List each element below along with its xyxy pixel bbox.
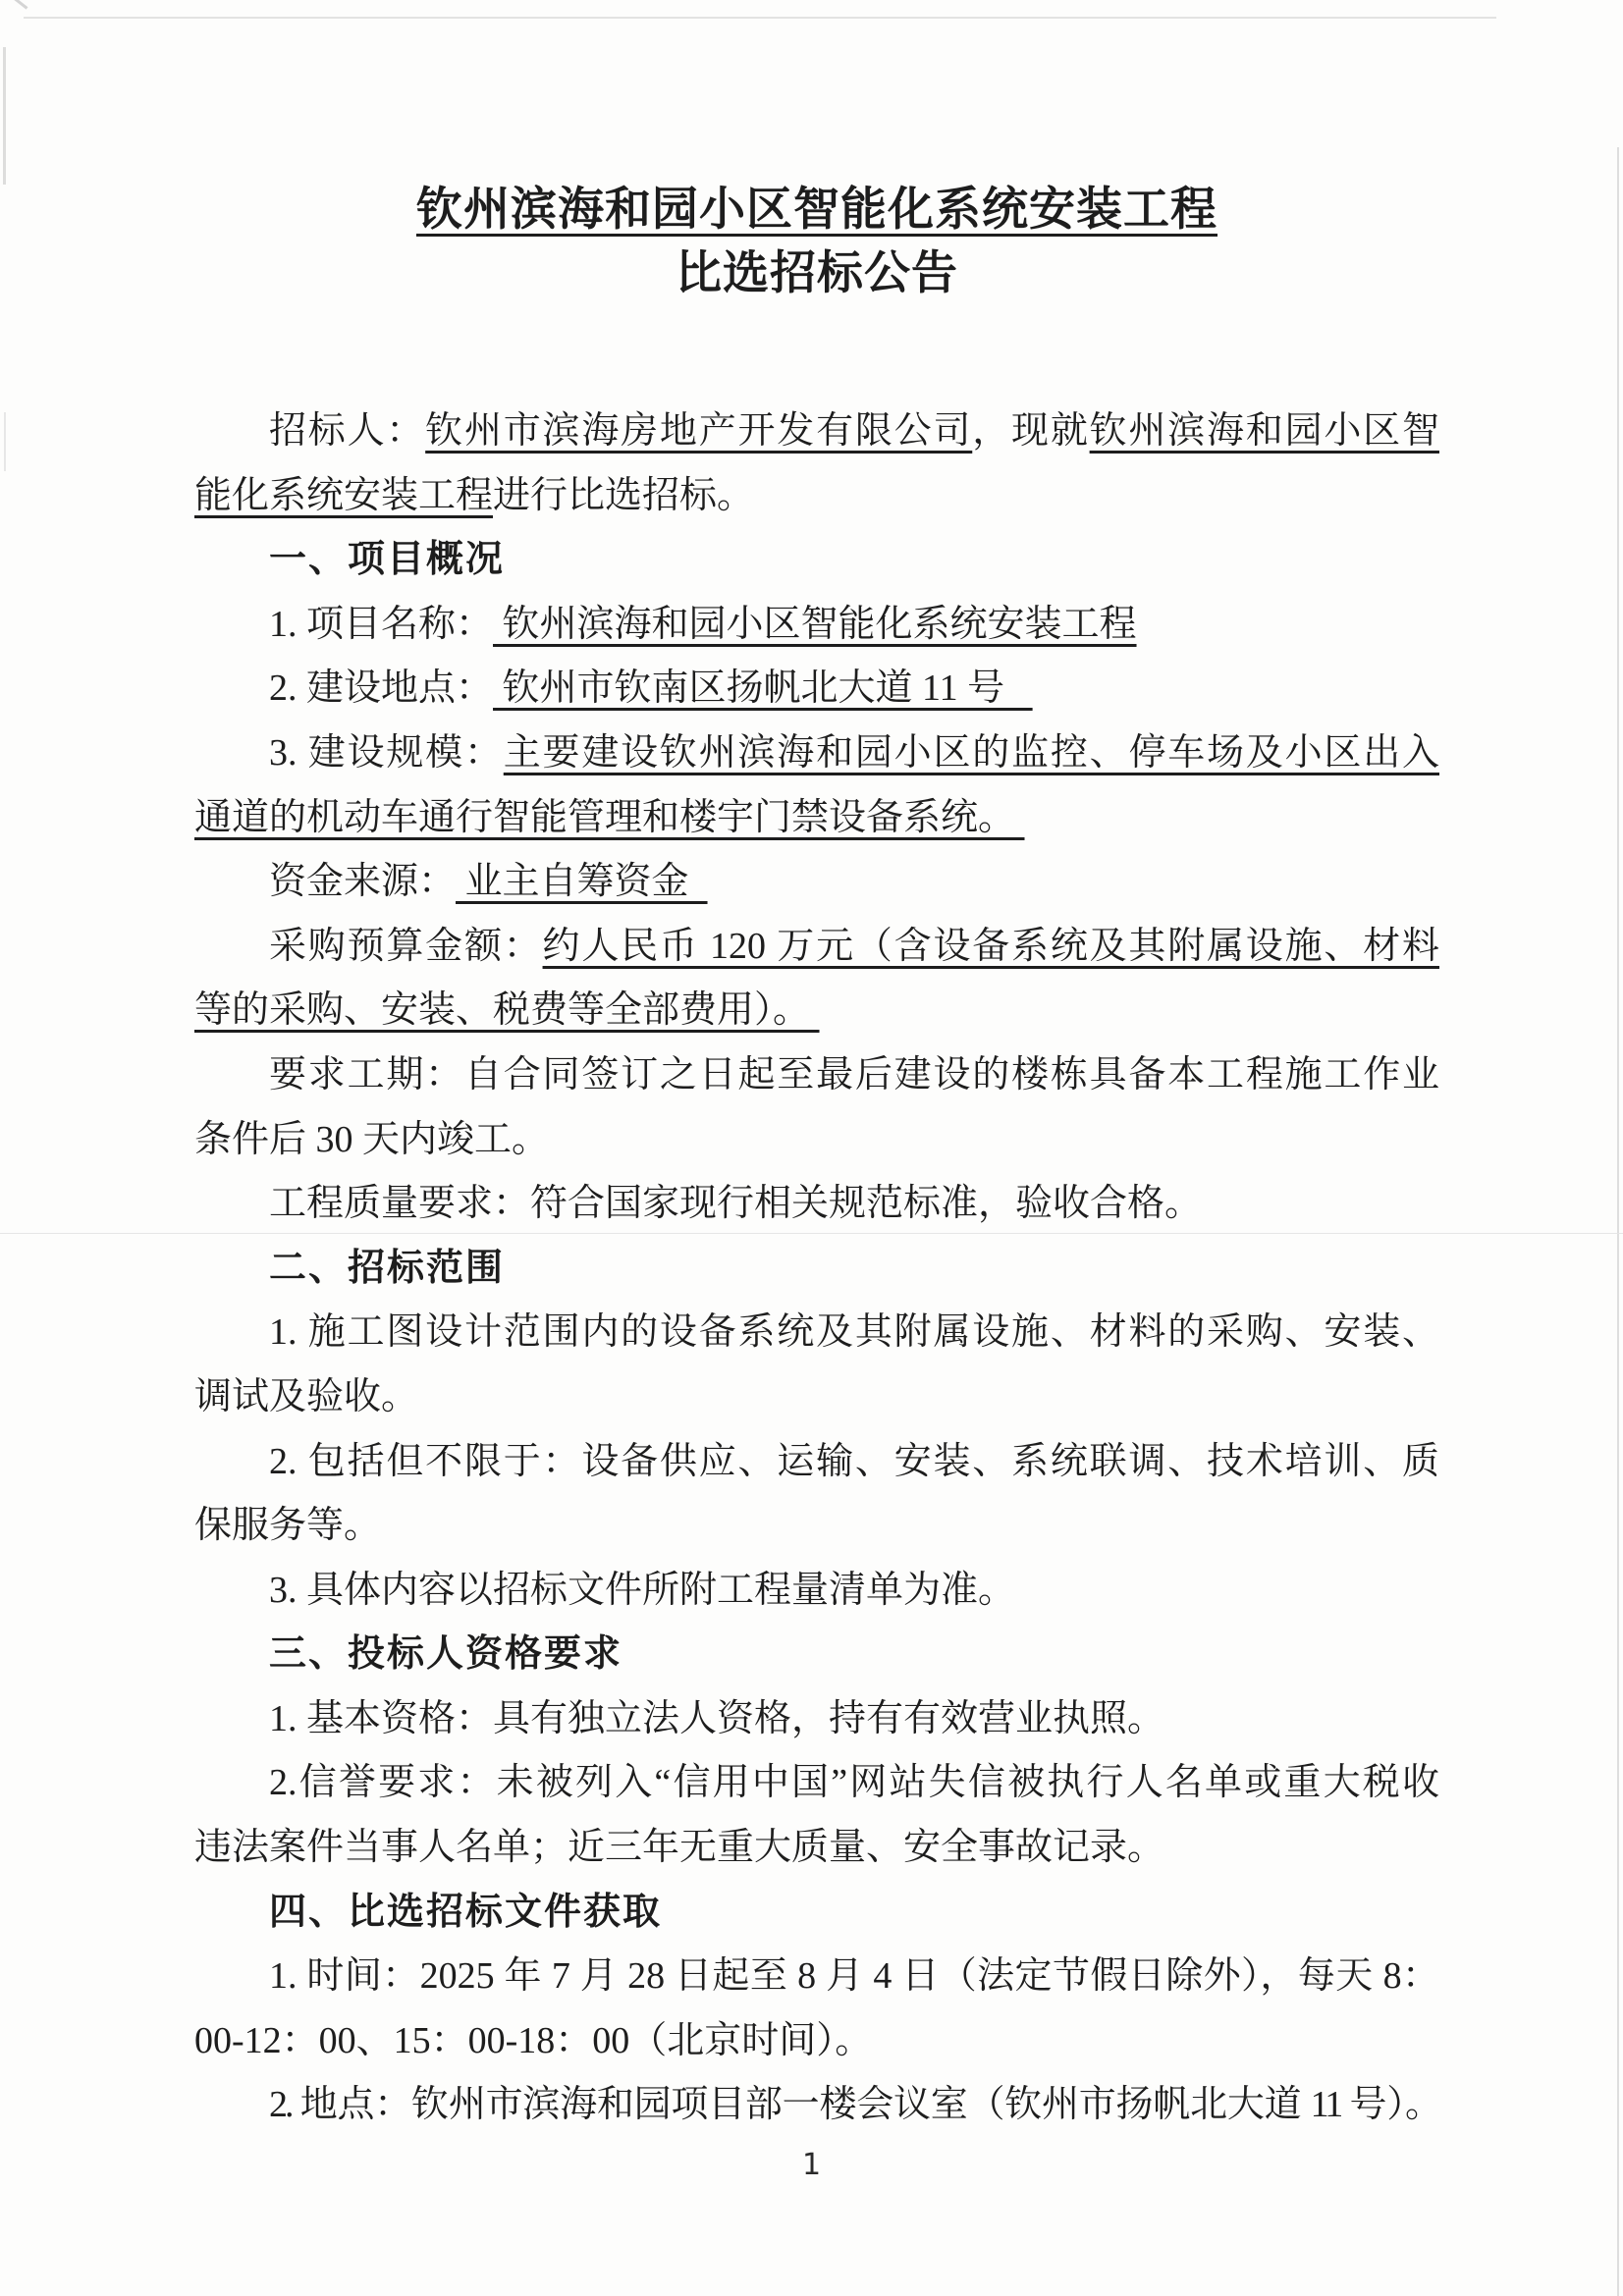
text-segment: 调试及验收。	[194, 1375, 419, 1417]
document-title-block	[194, 179, 1439, 306]
text-line	[194, 593, 1439, 658]
text-segment: 1. 时间：2025 年 7 月 28 日起至 8 月 4 日（法定节假日除外），每天 8：	[269, 1955, 1439, 1998]
document-body	[194, 400, 1439, 2138]
text-line	[194, 721, 1439, 786]
text-line	[194, 786, 1439, 851]
underlined-text: 钦州滨海和园小区智能化系统安装工程	[493, 603, 1137, 645]
text-segment: 工程质量要求：符合国家现行相关规范标准，验收合格。	[269, 1183, 1203, 1225]
text-line	[194, 979, 1439, 1043]
section-heading	[194, 528, 1439, 593]
text-line	[194, 1043, 1439, 1108]
text-line	[194, 1816, 1439, 1881]
underlined-text: 钦州市钦南区扬帆北大道 11 号	[493, 667, 1033, 710]
text-segment: 2. 包括但不限于：设备供应、运输、安装、系统联调、技术培训、质	[269, 1440, 1439, 1482]
text-line	[194, 1172, 1439, 1237]
text-line	[194, 2009, 1439, 2074]
text-segment: 违法案件当事人名单；近三年无重大质量、安全事故记录。	[194, 1827, 1165, 1869]
text-segment: 条件后 30 天内竣工。	[194, 1118, 550, 1160]
text-line	[194, 1430, 1439, 1495]
section-heading	[194, 1237, 1439, 1302]
section-heading	[194, 1881, 1439, 1946]
text-line	[194, 850, 1439, 915]
text-segment: 2. 建设地点：	[269, 667, 494, 710]
text-segment: ，现就	[972, 410, 1090, 452]
text-segment: 二、招标范围	[269, 1247, 506, 1289]
underlined-text: 等的采购、安装、税费等全部费用）。	[194, 989, 820, 1032]
text-line	[194, 1559, 1439, 1624]
text-line	[194, 2073, 1439, 2138]
text-segment: 进行比选招标。	[493, 474, 755, 516]
text-segment: 三、投标人资格要求	[269, 1633, 623, 1676]
text-line	[194, 915, 1439, 980]
underlined-text: 约人民币 120 万元（含设备系统及其附属设施、材料	[542, 925, 1439, 967]
scan-artifact	[4, 412, 6, 471]
underlined-text: 能化系统安装工程	[194, 474, 494, 516]
text-segment: 00-12：00、15：00-18：00（北京时间）。	[194, 2019, 873, 2061]
text-segment: 一、项目概况	[269, 539, 506, 581]
scan-artifact	[0, 0, 27, 10]
document-subtitle: 比选招标公告	[676, 248, 958, 299]
text-segment: 3. 建设规模：	[269, 731, 504, 774]
section-heading	[194, 1623, 1439, 1687]
text-line	[194, 1365, 1439, 1430]
text-segment: 要求工期：自合同签订之日起至最后建设的楼栋具备本工程施工作业	[269, 1053, 1439, 1095]
text-segment: 1. 施工图设计范围内的设备系统及其附属设施、材料的采购、安装、	[269, 1311, 1439, 1354]
text-line	[194, 1751, 1439, 1816]
page-number: 1	[801, 2148, 822, 2182]
underlined-text: 钦州滨海和园小区智	[1089, 410, 1439, 452]
text-segment: 招标人：	[269, 410, 426, 452]
text-segment: 2.信誉要求：未被列入“信用中国”网站失信被执行人名单或重大税收	[269, 1762, 1439, 1804]
text-line	[194, 1687, 1439, 1752]
underlined-text: 钦州市滨海房地产开发有限公司	[425, 410, 973, 452]
scan-artifact	[24, 17, 1496, 19]
text-line	[194, 1945, 1439, 2009]
text-line	[194, 1108, 1439, 1173]
underlined-text: 业主自筹资金	[456, 861, 708, 903]
text-line	[194, 464, 1439, 529]
text-segment: 3. 具体内容以招标文件所附工程量清单为准。	[269, 1569, 1016, 1611]
underlined-text: 主要建设钦州滨海和园小区的监控、停车场及小区出入	[503, 731, 1439, 774]
scan-artifact	[3, 47, 6, 185]
text-segment: 资金来源：	[269, 861, 457, 903]
text-segment: 采购预算金额：	[269, 925, 543, 967]
text-line	[194, 400, 1439, 464]
text-line	[194, 1494, 1439, 1559]
scan-artifact	[1617, 147, 1619, 2296]
underlined-text: 通道的机动车通行智能管理和楼宇门禁设备系统。	[194, 796, 1025, 838]
document-title: 钦州滨海和园小区智能化系统安装工程	[416, 185, 1217, 236]
text-segment: 保服务等。	[194, 1505, 382, 1547]
text-segment: 1. 项目名称：	[269, 603, 494, 645]
text-line	[194, 657, 1439, 721]
text-line	[194, 1301, 1439, 1365]
text-segment: 四、比选招标文件获取	[269, 1891, 663, 1933]
document-title-line	[194, 179, 1439, 242]
text-segment: 2. 地点：钦州市滨海和园项目部一楼会议室（钦州市扬帆北大道 11 号）。	[269, 2084, 1439, 2126]
text-segment: 1. 基本资格：具有独立法人资格，持有有效营业执照。	[269, 1697, 1165, 1739]
